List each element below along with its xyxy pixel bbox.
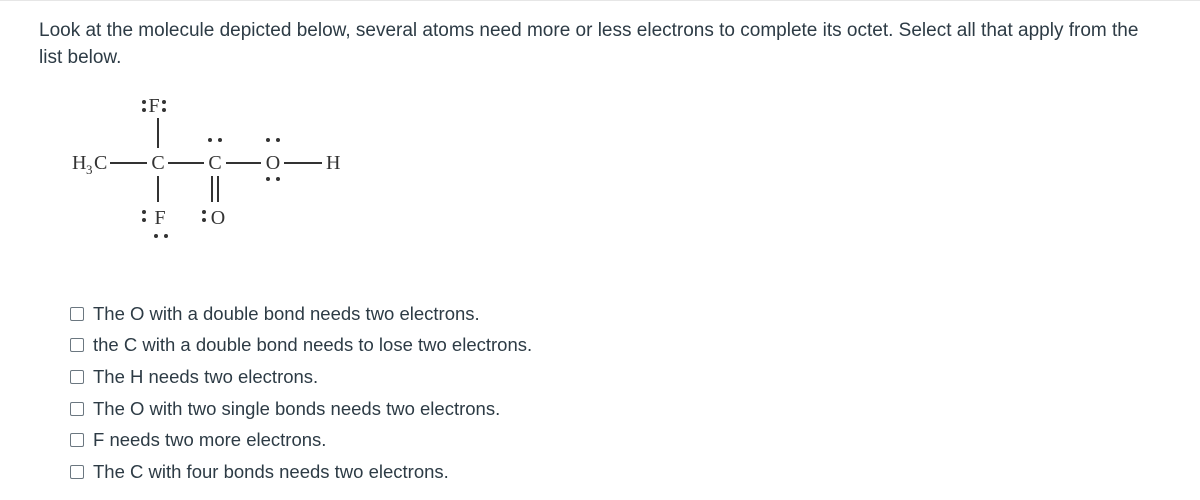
atom-h-end: H	[326, 152, 341, 174]
atom-c-methyl: C	[94, 152, 108, 174]
answer-label[interactable]: the C with a double bond needs to lose two electrons.	[93, 334, 533, 356]
atom-o-single: O	[265, 152, 281, 174]
answer-checkbox[interactable]	[70, 465, 84, 479]
answer-option[interactable]	[70, 393, 532, 425]
oxygen-double	[202, 207, 225, 229]
top-divider	[0, 0, 1200, 1]
answer-list	[70, 298, 532, 488]
answer-checkbox[interactable]	[70, 433, 84, 447]
atom-h3-subscript: 3	[86, 162, 93, 177]
answer-label[interactable]: The O with a double bond needs two electrons.	[93, 302, 480, 324]
answer-label[interactable]: The C with four bonds needs two electrons.	[93, 460, 449, 482]
atom-c-carbonyl: C	[208, 152, 222, 174]
answer-option[interactable]	[70, 424, 532, 456]
answer-checkbox[interactable]	[70, 402, 84, 416]
oxygen-single	[266, 138, 280, 181]
answer-option[interactable]	[70, 330, 532, 362]
atom-c-center: C	[151, 152, 165, 174]
answer-checkbox[interactable]	[70, 307, 84, 321]
answer-label[interactable]: The O with two single bonds needs two electrons.	[93, 397, 501, 419]
atom-h3: H	[72, 152, 87, 174]
answer-checkbox[interactable]	[70, 370, 84, 384]
answer-label[interactable]: F needs two more electrons.	[93, 429, 327, 451]
molecule-diagram	[60, 88, 380, 258]
methyl-group	[72, 152, 107, 177]
answer-option[interactable]	[70, 456, 532, 488]
atom-f-bottom: F	[154, 207, 166, 229]
lewis-structure	[60, 88, 380, 258]
answer-label[interactable]: The H needs two electrons.	[93, 365, 319, 387]
fluorine-bottom	[142, 207, 168, 238]
atom-o-double: O	[210, 207, 226, 229]
atom-f-top: F	[148, 95, 160, 117]
question-text: Look at the molecule depicted below, several atoms need more or less electrons to complete its octet. Select all that apply from the list below.	[39, 20, 1139, 68]
fluorine-top	[142, 95, 166, 117]
answer-option[interactable]	[70, 361, 532, 393]
carbonyl-carbon	[208, 138, 222, 174]
answer-checkbox[interactable]	[70, 338, 84, 352]
answer-option[interactable]	[70, 298, 532, 330]
